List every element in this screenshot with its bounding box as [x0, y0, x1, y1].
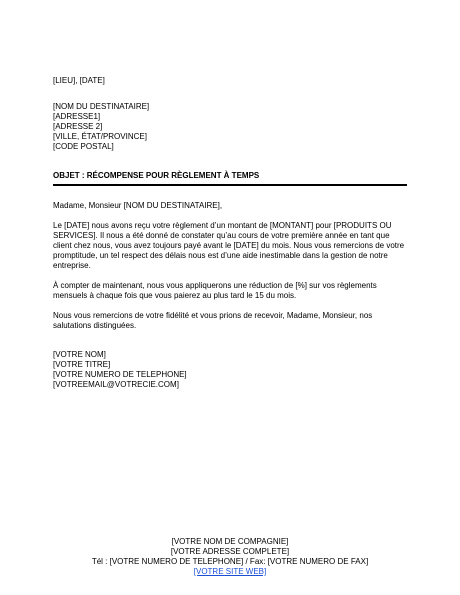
- salutation: Madame, Monsieur [NOM DU DESTINATAIRE],: [53, 201, 223, 210]
- recipient-city-state: [VILLE, ÉTAT/PROVINCE]: [53, 132, 147, 141]
- signature-block: [53, 350, 408, 390]
- footer-company: [VOTRE NOM DE COMPAGNIE]: [171, 537, 289, 546]
- paragraph-1: Le [DATE] nous avons reçu votre règlement d’un montant de [MONTANT] pour [PRODUITS OU SERVICES]. Il nous a été donné de constater qu’au cours de votre première année en tant que client chez nous, vous avez toujours payé avant le [DATE] du mois. Nous vous remercions de votre promptitude, un tel respect des délais nous est d’une aide inestimable dans la gestion de notre entreprise.: [53, 221, 405, 270]
- recipient-address2: [ADRESSE 2]: [53, 122, 103, 131]
- letter-body: [53, 201, 408, 341]
- recipient-address: [53, 102, 408, 152]
- letter-footer: [0, 537, 460, 577]
- paragraph-2: À compter de maintenant, nous vous appliquerons une réduction de [%] sur vos règlements mensuels à chaque fois que vous paierez au plus tard le 15 du mois.: [53, 281, 377, 300]
- signature-title: [VOTRE TITRE]: [53, 360, 111, 369]
- place-date-text: [LIEU], [DATE]: [53, 76, 105, 85]
- recipient-name: [NOM DU DESTINATAIRE]: [53, 102, 150, 111]
- subject-text: OBJET : RÉCOMPENSE POUR RÈGLEMENT À TEMPS: [53, 171, 260, 180]
- signature-phone: [VOTRE NUMERO DE TELEPHONE]: [53, 370, 187, 379]
- place-date: [53, 76, 408, 86]
- signature-name: [VOTRE NOM]: [53, 350, 106, 359]
- paragraph-3: Nous vous remercions de votre fidélité et vous prions de recevoir, Madame, Monsieur, nos salutations distinguées.: [53, 311, 373, 330]
- recipient-address1: [ADRESSE1]: [53, 112, 101, 121]
- footer-website-link[interactable]: [VOTRE SITE WEB]: [193, 567, 267, 576]
- footer-contact: Tél : [VOTRE NUMERO DE TELEPHONE] / Fax: [VOTRE NUMERO DE FAX]: [91, 557, 369, 566]
- signature-email: [VOTREEMAIL@VOTRECIE.COM]: [53, 380, 179, 389]
- subject-line: [53, 171, 407, 186]
- footer-address: [VOTRE ADRESSE COMPLETE]: [170, 547, 290, 556]
- recipient-postal-code: [CODE POSTAL]: [53, 142, 114, 151]
